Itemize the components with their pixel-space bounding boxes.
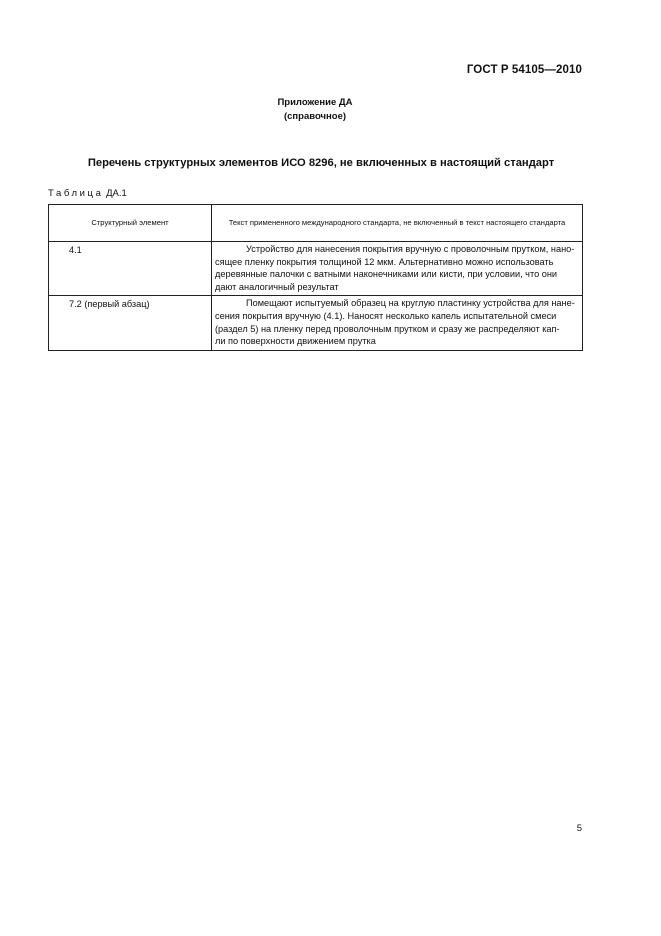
- structural-elements-table: [48, 204, 583, 351]
- section-title: Перечень структурных элементов ИСО 8296, не включенных в настоящий стандарт: [87, 157, 555, 169]
- text-line: Устройство для нанесения покрытия вручную с проволочным прутком, нано-: [246, 244, 575, 254]
- text-line: дают аналогичный результат: [215, 281, 339, 292]
- table-cell-text: [212, 296, 583, 350]
- text-line: Помещают испытуемый образец на круглую пластинку устройства для нане-: [246, 298, 575, 309]
- appendix-title: Приложение ДА: [277, 97, 353, 108]
- document-header-standard-id: ГОСТ Р 54105—2010: [466, 64, 582, 76]
- table-cell-element: 7.2 (первый абзац): [49, 296, 212, 350]
- appendix-heading: [0, 96, 630, 124]
- table-row: [49, 242, 583, 296]
- text-line: ли по поверхности движением прутка: [215, 336, 376, 347]
- table-row: [49, 296, 583, 350]
- column-header-element: Структурный элемент: [49, 205, 212, 242]
- column-header-text: Текст примененного международного стандарта, не включенный в текст настоящего стандарта: [212, 205, 583, 242]
- table-caption-word: Таблица: [48, 188, 104, 199]
- table-caption: [48, 188, 127, 199]
- text-line: деревянные палочки с ватными наконечниками или кисти, при условии, что они: [215, 269, 558, 280]
- page-number: 5: [576, 823, 582, 834]
- text-line: (раздел 5) на пленку перед проволочным прутком и сразу же распределяют кап-: [215, 323, 560, 334]
- table-cell-text: [212, 242, 583, 296]
- text-line: сящее пленку покрытия толщиной 12 мкм. Альтернативно можно использовать: [215, 256, 554, 267]
- table-caption-id: ДА.1: [106, 188, 127, 199]
- table-header-row: [49, 205, 583, 242]
- appendix-subtitle: (справочное): [283, 111, 347, 122]
- text-line: сения покрытия вручную (4.1). Наносят несколько капель испытательной смеси: [215, 310, 557, 321]
- table-cell-element: 4.1: [49, 242, 212, 296]
